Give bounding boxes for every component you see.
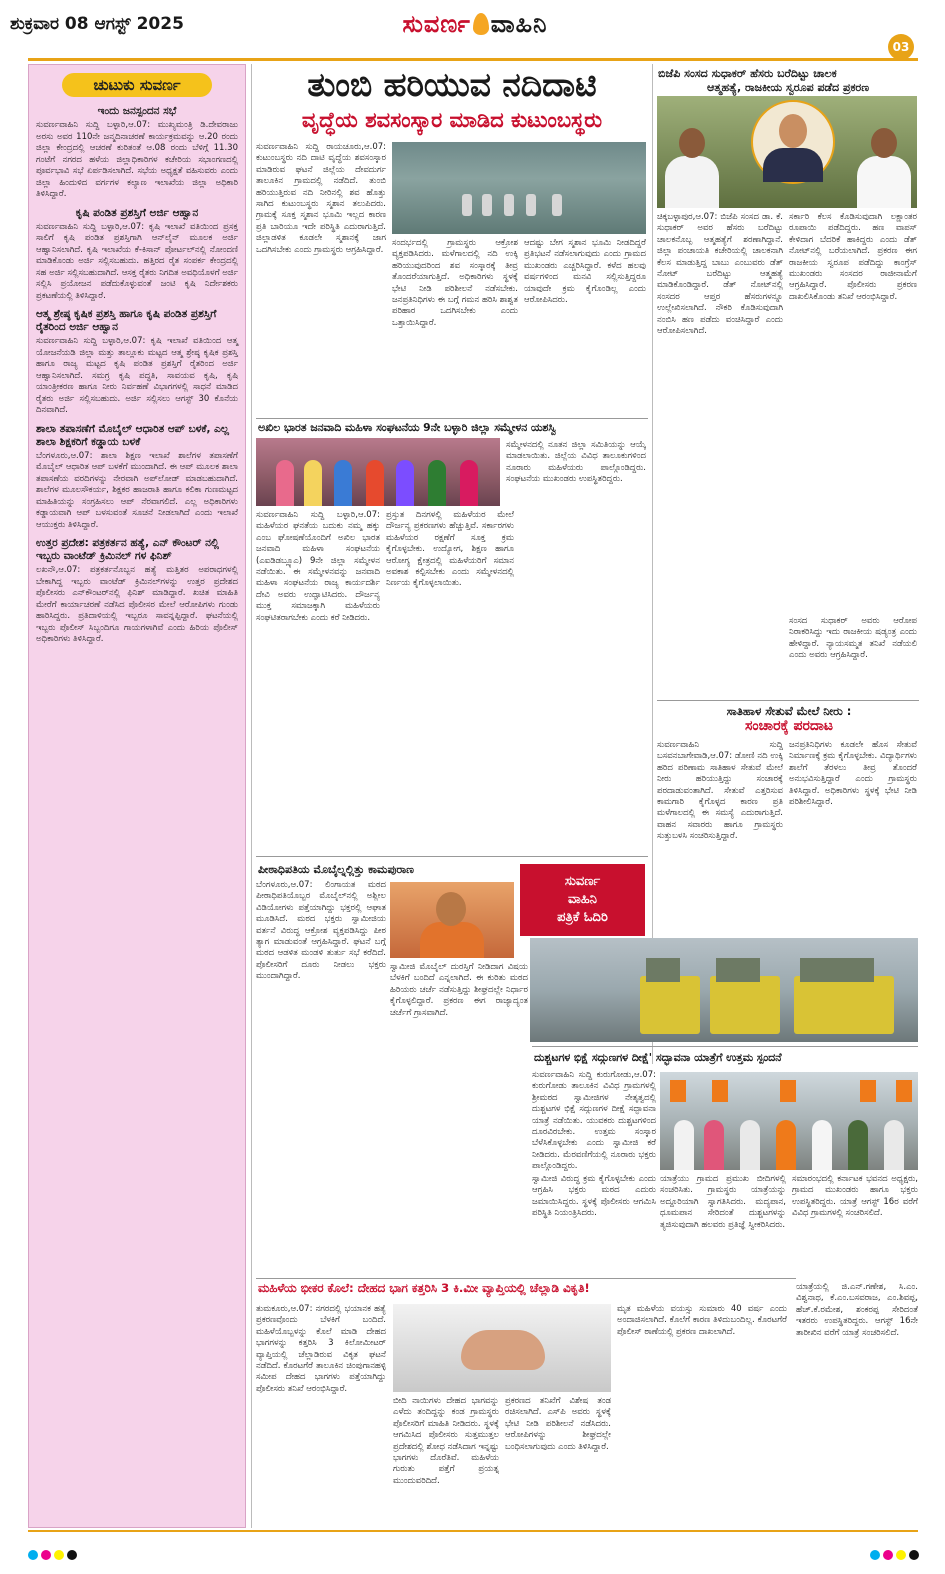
womens-story-col3: ಸಮ್ಮೇಳನದಲ್ಲಿ ನೂತನ ಜಿಲ್ಲಾ ಸಮಿತಿಯನ್ನು ಆಯ್ಕೆ ಮಾಡಲಾಯಿತು. ಜಿಲ್ಲೆಯ ವಿವಿಧ ತಾಲೂಕುಗಳಿಂದ ನೂರಾರು ಮಹಿಳೆಯರು ಪಾಲ್ಗೊಂಡಿದ್ದರು. ಸಂಘಟನೆಯ ಮುಖಂಡರು ಉಪಸ್ಥಿತರಿದ್ದರು.	[506, 440, 646, 485]
lead-story-col3: ಆದಷ್ಟು ಬೇಗ ಸ್ಮಶಾನ ಭೂಮಿ ನೀಡದಿದ್ದರೆ ಪ್ರತಿಭಟನೆ ನಡೆಸಲಾಗುವುದು ಎಂದು ಗ್ರಾಮದ ಮುಖಂಡರು ಎಚ್ಚರಿಸಿದ್ದಾರೆ. ಕಳೆದ ಹಲವು ವರ್ಷಗಳಿಂದ ಮನವಿ ಸಲ್ಲಿಸುತ್ತಿದ್ದರೂ ಯಾವುದೇ ಕ್ರಮ ಕೈಗೊಂಡಿಲ್ಲ ಎಂದು ಆರೋಪಿಸಿದರು.	[524, 238, 646, 306]
brief-title: ಶಾಲಾ ತಪಾಸಣೆಗೆ ಮೊಬೈಲ್ ಆಧಾರಿತ ಆಪ್ ಬಳಕೆ, ಎಲ್ಲ ಶಾಲಾ ಶಿಕ್ಷಕರಿಗೆ ಕಡ್ಡಾಯ ಬಳಕೆ	[36, 422, 229, 448]
brief-item	[36, 105, 238, 201]
promo-line: ಸುವರ್ಣ	[564, 874, 601, 889]
politician-story-col1: ಚಿಕ್ಕಬಳ್ಳಾಪುರ,ಆ.07: ಬಿಜೆಪಿ ಸಂಸದ ಡಾ. ಕೆ. ಸುಧಾಕರ್ ಅವರ ಹೆಸರು ಬರೆದಿಟ್ಟು ಚಾಲಕನೊಬ್ಬ ಆತ್ಮಹತ್ಯೆಗೆ ಶರಣಾಗಿದ್ದಾನೆ. ಜಿಲ್ಲಾ ಪಂಚಾಯತಿ ಕಚೇರಿಯಲ್ಲಿ ಚಾಲಕನಾಗಿ ಕೆಲಸ ಮಾಡುತ್ತಿದ್ದ ಬಾಬು ಎಂಬುವರು ಡೆತ್ ನೋಟ್ ಬರೆದಿಟ್ಟು ಆತ್ಮಹತ್ಯೆ ಮಾಡಿಕೊಂಡಿದ್ದಾರೆ. ಡೆತ್ ನೋಟ್‌ನಲ್ಲಿ ಸಂಸದರ ಆಪ್ತರ ಹೆಸರುಗಳನ್ನೂ ಉಲ್ಲೇಖಿಸಲಾಗಿದೆ. ನೌಕರಿ ಕೊಡಿಸುವುದಾಗಿ ನಂಬಿಸಿ ಹಣ ಪಡೆದು ವಂಚಿಸಿದ್ದಾರೆ ಎಂದು ಆರೋಪಿಸಲಾಗಿದೆ.	[657, 212, 783, 337]
bottom-rule	[28, 1530, 918, 1532]
politician-headline-1: ಬಿಜೆಪಿ ಸಂಸದ ಸುಧಾಕರ್ ಹೆಸರು ಬರೆದಿಟ್ಟು ಚಾಲಕ	[658, 67, 837, 80]
rally-story-continuation: ಯಾತ್ರೆಯಲ್ಲಿ ಜಿ.ಎನ್.ಗಣೇಶ, ಸಿ.ಎಂ. ವಿಶ್ವನಾಥ, ಕೆ.ಎಂ.ಬಸವರಾಜ, ಎಂ.ಶಿವಪ್ಪ, ಹೆಚ್.ಕೆ.ರಮೇಶ, ಶಂಕರಪ್ಪ ಸೇರಿದಂತೆ ಇತರರು ಉಪಸ್ಥಿತರಿದ್ದರು. ಆಗಸ್ಟ್ 16ನೇ ತಾರೀಖಿನ ವರೆಗೆ ಯಾತ್ರೆ ಸಂಚರಿಸಲಿದೆ.	[796, 1282, 918, 1338]
rally-story-col2: ಯಾತ್ರೆಯು ಗ್ರಾಮದ ಪ್ರಮುಖ ಬೀದಿಗಳಲ್ಲಿ ಸಂಚರಿಸಿತು. ಗ್ರಾಮಸ್ಥರು ಯಾತ್ರೆಯನ್ನು ಅದ್ದೂರಿಯಾಗಿ ಸ್ವಾಗತಿಸಿದರು. ಮದ್ಯಪಾನ, ಧೂಮಪಾನ ಸೇರಿದಂತೆ ದುಶ್ಚಟಗಳನ್ನು ತ್ಯಜಿಸುವುದಾಗಿ ಹಲವರು ಪ್ರತಿಜ್ಞೆ ಸ್ವೀಕರಿಸಿದರು.	[660, 1174, 786, 1230]
victim-hand-photo	[393, 1304, 611, 1392]
womens-story-col2: ಪ್ರಸ್ತುತ ದಿನಗಳಲ್ಲಿ ಮಹಿಳೆಯರ ಮೇಲೆ ದೌರ್ಜನ್ಯ ಪ್ರಕರಣಗಳು ಹೆಚ್ಚುತ್ತಿವೆ. ಸರ್ಕಾರಗಳು ಮಹಿಳೆಯರ ರಕ್ಷಣೆಗೆ ಸೂಕ್ತ ಕ್ರಮ ಕೈಗೊಳ್ಳಬೇಕು. ಉದ್ಯೋಗ, ಶಿಕ್ಷಣ ಹಾಗೂ ಆರೋಗ್ಯ ಕ್ಷೇತ್ರದಲ್ಲಿ ಮಹಿಳೆಯರಿಗೆ ಸಮಾನ ಅವಕಾಶ ಕಲ್ಪಿಸಬೇಕು ಎಂದು ಸಮ್ಮೇಳನದಲ್ಲಿ ನಿರ್ಣಯ ಕೈಗೊಳ್ಳಲಾಯಿತು.	[386, 510, 514, 589]
logo-text-left: ಸುವರ್ಣ	[402, 10, 471, 38]
river-crossing-photo	[392, 142, 646, 234]
promo-line: ಪತ್ರಿಕೆ ಓದಿರಿ	[557, 910, 608, 925]
seer-story-col2: ಸ್ವಾಮೀಜಿ ಮೊಬೈಲ್ ದುರಸ್ತಿಗೆ ನೀಡಿದಾಗ ವಿಷಯ ಬೆಳಕಿಗೆ ಬಂದಿದೆ ಎನ್ನಲಾಗಿದೆ. ಈ ಕುರಿತು ಮಠದ ಹಿರಿಯರು ಚರ್ಚೆ ನಡೆಸುತ್ತಿದ್ದು ಶೀಘ್ರದಲ್ಲೇ ನಿರ್ಧಾರ ಕೈಗೊಳ್ಳಲಿದ್ದಾರೆ. ಪ್ರಕರಣ ಈಗ ರಾಜ್ಯಾದ್ಯಂತ ಚರ್ಚೆಗೆ ಗ್ರಾಸವಾಗಿದೆ.	[390, 962, 528, 1018]
womens-conference-photo	[256, 438, 500, 506]
brief-title: ಇಂದು ಜನಸ್ಪಂದನ ಸಭೆ	[97, 105, 177, 117]
flame-icon	[473, 13, 489, 35]
brief-item	[36, 537, 238, 646]
page-number: 03	[888, 34, 914, 60]
lead-story-col1: ಸುವರ್ಣವಾಹಿನಿ ಸುದ್ದಿ ರಾಯಚೂರು,ಆ.07: ಕುಟುಂಬಸ್ಥರು ನದಿ ದಾಟಿ ವೃದ್ಧೆಯ ಶವಸಂಸ್ಕಾರ ಮಾಡಿರುವ ಘಟನೆ ಜಿಲ್ಲೆಯ ದೇವದುರ್ಗ ತಾಲೂಕಿನ ಗ್ರಾಮದಲ್ಲಿ ನಡೆದಿದೆ. ತುಂಬಿ ಹರಿಯುತ್ತಿರುವ ನದಿ ನೀರಿನಲ್ಲಿ ಶವ ಹೊತ್ತು ಸಾಗಿದ ಕುಟುಂಬಸ್ಥರು ಸ್ಮಶಾನ ತಲುಪಿದರು. ಗ್ರಾಮಕ್ಕೆ ಸೂಕ್ತ ಸ್ಮಶಾನ ಭೂಮಿ ಇಲ್ಲದ ಕಾರಣ ಪ್ರತಿ ಬಾರಿಯೂ ಇದೇ ಪರಿಸ್ಥಿತಿ ಎದುರಾಗುತ್ತಿದೆ. ಜಿಲ್ಲಾಡಳಿತ ಕೂಡಲೇ ಸ್ಮಶಾನಕ್ಕೆ ಜಾಗ ಒದಗಿಸಬೇಕು ಎಂದು ಗ್ರಾಮಸ್ಥರು ಆಗ್ರಹಿಸಿದ್ದಾರೆ.	[256, 142, 386, 255]
womens-conference-headline: ಅಖಿಲ ಭಾರತ ಜನವಾದಿ ಮಹಿಳಾ ಸಂಘಟನೆಯ 9ನೇ ಬಳ್ಳಾರಿ ಜಿಲ್ಲಾ ಸಮ್ಮೇಳನ ಯಶಸ್ವಿ	[258, 421, 556, 434]
politician-photo	[657, 96, 917, 208]
rally-story-col3: ಸಮಾರಂಭದಲ್ಲಿ ಕರ್ನಾಟಕ ಭವನದ ಅಧ್ಯಕ್ಷರು, ಗ್ರಾಮದ ಮುಖಂಡರು ಹಾಗೂ ಭಕ್ತರು ಉಪಸ್ಥಿತರಿದ್ದರು. ಯಾತ್ರೆ ಆಗಸ್ಟ್ 16ರ ವರೆಗೆ ವಿವಿಧ ಗ್ರಾಮಗಳಲ್ಲಿ ಸಂಚರಿಸಲಿದೆ.	[792, 1174, 918, 1219]
rally-story-col1: ಸುವರ್ಣವಾಹಿನಿ ಸುದ್ದಿ ಕುರುಗೋಡು,ಆ.07: ಕುರುಗೋಡು ತಾಲೂಕಿನ ವಿವಿಧ ಗ್ರಾಮಗಳಲ್ಲಿ ಶ್ರೀಮಠದ ಸ್ವಾಮೀಜಿಗಳ ನೇತೃತ್ವದಲ್ಲಿ ದುಶ್ಚಟಗಳ ಭಿಕ್ಷೆ ಸದ್ಗುಣಗಳ ದೀಕ್ಷೆ ಸದ್ಭಾವನಾ ಯಾತ್ರೆ ನಡೆಯಿತು. ಯುವಕರು ದುಶ್ಚಟಗಳಿಂದ ದೂರವಿರಬೇಕು. ಉತ್ತಮ ಸಂಸ್ಕಾರ ಬೆಳೆಸಿಕೊಳ್ಳಬೇಕು ಎಂದು ಸ್ವಾಮೀಜಿ ಕರೆ ನೀಡಿದರು. ಮೆರವಣಿಗೆಯಲ್ಲಿ ನೂರಾರು ಭಕ್ತರು ಪಾಲ್ಗೊಂಡಿದ್ದರು.	[532, 1070, 656, 1172]
brief-title: ಕೃಷಿ ಪಂಡಿತ ಪ್ರಶಸ್ತಿಗೆ ಅರ್ಜಿ ಆಹ್ವಾನ	[75, 206, 199, 219]
logo-text-right: ವಾಹಿನಿ	[490, 10, 548, 38]
water-headline: ಸಂಚಾರಕ್ಕೆ ಪರದಾಟ	[744, 718, 834, 734]
brief-item	[36, 308, 238, 417]
section-rule	[256, 856, 648, 857]
brief-body: ಲಖನೌ,ಆ.07: ಪತ್ರಕರ್ತನೊಬ್ಬನ ಹತ್ಯೆ ಮತ್ತಿತರ ಅಪರಾಧಗಳಲ್ಲಿ ಬೇಕಾಗಿದ್ದ ಇಬ್ಬರು ವಾಂಟೆಡ್ ಕ್ರಿಮಿನಲ್‌ಗಳನ್ನು ಉತ್ತರ ಪ್ರದೇಶದ ಪೊಲೀಸರು ಎನ್‌ಕೌಂಟರ್‌ನಲ್ಲಿ ಫಿನಿಶ್ ಮಾಡಿದ್ದಾರೆ. ಖಚಿತ ಮಾಹಿತಿ ಮೇರೆಗೆ ಕಾರ್ಯಾಚರಣೆ ನಡೆಸಿದ ಪೊಲೀಸರ ಮೇಲೆ ಆರೋಪಿಗಳು ಗುಂಡು ಹಾರಿಸಿದ್ದರು. ಪ್ರತಿದಾಳಿಯಲ್ಲಿ ಇಬ್ಬರೂ ಸಾವನ್ನಪ್ಪಿದ್ದಾರೆ. ಘಟನೆಯಲ್ಲಿ ಇಬ್ಬರು ಪೊಲೀಸ್ ಸಿಬ್ಬಂದಿಗೂ ಗಾಯಗಳಾಗಿವೆ ಎಂದು ಹಿರಿಯ ಪೊಲೀಸ್ ಅಧಿಕಾರಿಗಳು ತಿಳಿಸಿದ್ದಾರೆ.	[36, 565, 238, 644]
brief-title: ಆತ್ಮ ಶ್ರೇಷ್ಠ ಕೃಷಿಕ ಪ್ರಶಸ್ತಿ ಹಾಗೂ ಕೃಷಿ ಪಂಡಿತ ಪ್ರಶಸ್ತಿಗೆ ರೈತರಿಂದ ಅರ್ಜಿ ಆಹ್ವಾನ	[36, 308, 217, 333]
read-newspaper-promo	[520, 864, 645, 936]
brief-body: ಬೆಂಗಳೂರು,ಆ.07: ಶಾಲಾ ಶಿಕ್ಷಣ ಇಲಾಖೆ ಶಾಲೆಗಳ ತಪಾಸಣೆಗೆ ಮೊಬೈಲ್ ಆಧಾರಿತ ಆಪ್ ಬಳಕೆಗೆ ಮುಂದಾಗಿದೆ. ಈ ಆಪ್ ಮೂಲಕ ಶಾಲಾ ತಪಾಸಣೆಯ ವರದಿಗಳನ್ನು ನೇರವಾಗಿ ಅಪ್‌ಲೋಡ್ ಮಾಡಬಹುದಾಗಿದೆ. ಶಾಲೆಗಳ ಮೂಲಸೌಕರ್ಯ, ಶಿಕ್ಷಕರ ಹಾಜರಾತಿ ಹಾಗೂ ಕಲಿಕಾ ಗುಣಮಟ್ಟದ ಮಾಹಿತಿಯನ್ನು ಸಂಗ್ರಹಿಸಲು ಆಪ್ ನೆರವಾಗಲಿದೆ. ಎಲ್ಲ ಅಧಿಕಾರಿಗಳು ಕಡ್ಡಾಯವಾಗಿ ಆಪ್ ಬಳಸುವಂತೆ ಸೂಚನೆ ನೀಡಲಾಗಿದೆ ಎಂದು ಇಲಾಖೆ ಆಯುಕ್ತರು ತಿಳಿಸಿದ್ದಾರೆ.	[36, 450, 238, 530]
registration-marks-right	[870, 1550, 919, 1562]
section-rule	[532, 1046, 918, 1047]
brief-item	[36, 207, 238, 303]
politician-headline-2: ಆತ್ಮಹತ್ಯೆ, ರಾಜಕೀಯ ಸ್ವರೂಪ ಪಡೆದ ಪ್ರಕರಣ	[706, 81, 870, 94]
seer-story-col1: ಬೆಂಗಳೂರು,ಆ.07: ಲಿಂಗಾಯತ ಮಠದ ಪೀಠಾಧಿಪತಿಯೊಬ್ಬರ ಮೊಬೈಲ್‌ನಲ್ಲಿ ಅಶ್ಲೀಲ ವಿಡಿಯೋಗಳು ಪತ್ತೆಯಾಗಿದ್ದು ಭಕ್ತರಲ್ಲಿ ಆಘಾತ ಮೂಡಿಸಿದೆ. ಮಠದ ಭಕ್ತರು ಸ್ವಾಮೀಜಿಯ ವರ್ತನೆ ವಿರುದ್ಧ ಆಕ್ರೋಶ ವ್ಯಕ್ತಪಡಿಸಿದ್ದು ಪೀಠ ತ್ಯಾಗ ಮಾಡುವಂತೆ ಆಗ್ರಹಿಸಿದ್ದಾರೆ. ಘಟನೆ ಬಗ್ಗೆ ಮಠದ ಆಡಳಿತ ಮಂಡಳಿ ತುರ್ತು ಸಭೆ ಕರೆದಿದೆ. ಪೊಲೀಸರಿಗೆ ದೂರು ನೀಡಲು ಭಕ್ತರು ಮುಂದಾಗಿದ್ದಾರೆ.	[256, 880, 386, 982]
womens-story-col1: ಸುವರ್ಣವಾಹಿನಿ ಸುದ್ದಿ ಬಳ್ಳಾರಿ,ಆ.07: ಮಹಿಳೆಯರ ಘನತೆಯ ಬದುಕು ನಮ್ಮ ಹಕ್ಕು ಎಂಬ ಘೋಷಣೆಯೊಂದಿಗೆ ಅಖಿಲ ಭಾರತ ಜನವಾದಿ ಮಹಿಳಾ ಸಂಘಟನೆಯ (ಎಐಡಿಡಬ್ಲ್ಯೂಎ) 9ನೇ ಜಿಲ್ಲಾ ಸಮ್ಮೇಳನ ನಡೆಯಿತು. ಈ ಸಮ್ಮೇಳನವನ್ನು ಜನವಾದಿ ಮಹಿಳಾ ಸಂಘಟನೆಯ ರಾಜ್ಯ ಕಾರ್ಯದರ್ಶಿ ದೇವಿ ಅವರು ಉದ್ಘಾಟಿಸಿದರು. ದೌರ್ಜನ್ಯ ಮುಕ್ತ ಸಮಾಜಕ್ಕಾಗಿ ಮಹಿಳೆಯರು ಸಂಘಟಿತರಾಗಬೇಕು ಎಂದು ಕರೆ ನೀಡಿದರು.	[256, 510, 380, 623]
sadbhavana-rally-photo	[660, 1072, 918, 1170]
brief-title: ಉತ್ತರ ಪ್ರದೇಶ: ಪತ್ರಕರ್ತನ ಹತ್ಯೆ, ಎನ್ ಕೌಂಟರ್ ನಲ್ಲಿ ಇಬ್ಬರು ವಾಂಟೆಡ್ ಕ್ರಿಮಿನಲ್ ಗಳ ಫಿನಿಶ್	[36, 537, 219, 562]
murder-story-col3: ಪ್ರಕರಣದ ತನಿಖೆಗೆ ವಿಶೇಷ ತಂಡ ರಚಿಸಲಾಗಿದೆ. ಎಸ್‌ಪಿ ಅವರು ಸ್ಥಳಕ್ಕೆ ಭೇಟಿ ನೀಡಿ ಪರಿಶೀಲನೆ ನಡೆಸಿದರು. ಆರೋಪಿಗಳನ್ನು ಶೀಘ್ರದಲ್ಲೇ ಬಂಧಿಸಲಾಗುವುದು ಎಂದು ತಿಳಿಸಿದ್ದಾರೆ.	[505, 1396, 611, 1452]
water-kicker: ಸಾತಿಹಾಳ ಸೇತುವೆ ಮೇಲೆ ನೀರು :	[726, 704, 852, 718]
politician-story-col3: ಸಂಸದ ಸುಧಾಕರ್ ಅವರು ಆರೋಪ ನಿರಾಕರಿಸಿದ್ದು ಇದು ರಾಜಕೀಯ ಷಡ್ಯಂತ್ರ ಎಂದು ಹೇಳಿದ್ದಾರೆ. ನ್ಯಾಯಸಮ್ಮತ ತನಿಖೆ ನಡೆಯಲಿ ಎಂದು ಅವರು ಆಗ್ರಹಿಸಿದ್ದಾರೆ.	[789, 616, 917, 661]
lead-subhead: ವೃದ್ಧೆಯ ಶವಸಂಸ್ಕಾರ ಮಾಡಿದ ಕುಟುಂಬಸ್ಥರು	[301, 108, 603, 132]
column-divider	[652, 64, 653, 1064]
water-story-col2: ಜನಪ್ರತಿನಿಧಿಗಳು ಕೂಡಲೇ ಹೊಸ ಸೇತುವೆ ನಿರ್ಮಾಣಕ್ಕೆ ಕ್ರಮ ಕೈಗೊಳ್ಳಬೇಕು. ವಿದ್ಯಾರ್ಥಿಗಳು ಶಾಲೆಗೆ ತೆರಳಲು ತೀವ್ರ ತೊಂದರೆ ಅನುಭವಿಸುತ್ತಿದ್ದಾರೆ ಎಂದು ಗ್ರಾಮಸ್ಥರು ತಿಳಿಸಿದ್ದಾರೆ. ಅಧಿಕಾರಿಗಳು ಸ್ಥಳಕ್ಕೆ ಭೇಟಿ ನೀಡಿ ಪರಿಶೀಲಿಸಿದ್ದಾರೆ.	[789, 740, 917, 808]
rally-headline: ದುಶ್ಚಟಗಳ ಭಿಕ್ಷೆ ಸದ್ಗುಣಗಳ ದೀಕ್ಷೆ' ಸದ್ಭಾವನಾ ಯಾತ್ರೆಗೆ ಉತ್ತಮ ಸ್ಪಂದನೆ	[534, 1051, 782, 1064]
newspaper-logo	[370, 4, 580, 44]
brief-item	[36, 423, 238, 532]
murder-story-col1: ತುಮಕೂರು,ಆ.07: ನಗರದಲ್ಲಿ ಭಯಾನಕ ಹತ್ಯೆ ಪ್ರಕರಣವೊಂದು ಬೆಳಕಿಗೆ ಬಂದಿದೆ. ಮಹಿಳೆಯೊಬ್ಬಳನ್ನು ಕೊಲೆ ಮಾಡಿ ದೇಹದ ಭಾಗಗಳನ್ನು ಕತ್ತರಿಸಿ 3 ಕಿಲೋಮೀಟರ್ ವ್ಯಾಪ್ತಿಯಲ್ಲಿ ಚೆಲ್ಲಾಡಿರುವ ವಿಕೃತ ಘಟನೆ ನಡೆದಿದೆ. ಕೊರಟಗೆರೆ ತಾಲೂಕಿನ ಚಿಂಪುಗಾನಹಳ್ಳಿ ಸಮೀಪ ದೇಹದ ಭಾಗಗಳು ಪತ್ತೆಯಾಗಿದ್ದು ಪೊಲೀಸರು ತನಿಖೆ ಆರಂಭಿಸಿದ್ದಾರೆ.	[256, 1304, 386, 1394]
brief-body: ಸುವರ್ಣವಾಹಿನಿ ಸುದ್ದಿ ಬಳ್ಳಾರಿ,ಆ.07: ಕೃಷಿ ಇಲಾಖೆ ವತಿಯಿಂದ ಆತ್ಮ ಯೋಜನೆಯಡಿ ಜಿಲ್ಲಾ ಮತ್ತು ತಾಲ್ಲೂಕು ಮಟ್ಟದ ಆತ್ಮ ಶ್ರೇಷ್ಠ ಕೃಷಿಕ ಪ್ರಶಸ್ತಿ ಹಾಗೂ ರಾಜ್ಯ ಮಟ್ಟದ ಕೃಷಿ ಪಂಡಿತ ಪ್ರಶಸ್ತಿಗೆ ರೈತರಿಂದ ಅರ್ಜಿ ಆಹ್ವಾನಿಸಲಾಗಿದೆ. ಸಮಗ್ರ ಕೃಷಿ ಪದ್ಧತಿ, ಸಾವಯವ ಕೃಷಿ, ಕೃಷಿ ಯಾಂತ್ರೀಕರಣ ಹಾಗೂ ನೀರು ನಿರ್ವಹಣೆ ವಿಭಾಗಗಳಲ್ಲಿ ಸಾಧನೆ ಮಾಡಿದ ರೈತರು ಅರ್ಜಿ ಸಲ್ಲಿಸಬಹುದು. ಅರ್ಜಿ ಸಲ್ಲಿಸಲು ಆಗಸ್ಟ್ 30 ಕೊನೆಯ ದಿನವಾಗಿದೆ.	[36, 336, 238, 415]
brief-body: ಸುವರ್ಣವಾಹಿನಿ ಸುದ್ದಿ ಬಳ್ಳಾರಿ,ಆ.07: ಮುಖ್ಯಮಂತ್ರಿ ಡಿ.ದೇವರಾಜು ಅರಸು ಅವರ 110ನೇ ಜನ್ಮದಿನಾಚರಣೆ ಕಾರ್ಯಕ್ರಮವನ್ನು ಆ.20 ರಂದು ಜಿಲ್ಲಾ ಕೇಂದ್ರದಲ್ಲಿ ಆಚರಣೆ ಕುರಿತಂತೆ ಆ.08 ರಂದು ಬೆಳಿಗ್ಗೆ 11.30 ಗಂಟೆಗೆ ನಗರದ ಹಳೆಯ ಜಿಲ್ಲಾಧಿಕಾರಿಗಳ ಕಚೇರಿಯ ಸಭಾಂಗಣದಲ್ಲಿ ಪೂರ್ವಭಾವಿ ಸಭೆ ಏರ್ಪಡಿಸಲಾಗಿದೆ. ಸಭೆಯ ಅಧ್ಯಕ್ಷತೆ ವಹಿಸುವರು ಎಂದು ಜಿಲ್ಲಾ ಹಿಂದುಳಿದ ವರ್ಗಗಳ ಕಲ್ಯಾಣ ಇಲಾಖೆಯ ಜಿಲ್ಲಾ ಅಧಿಕಾರಿ ತಿಳಿಸಿದ್ದಾರೆ.	[36, 120, 238, 199]
water-story-col1: ಸುವರ್ಣವಾಹಿನಿ ಸುದ್ದಿ ಬಸವನಬಾಗೇವಾಡಿ,ಆ.07: ಡೋಣಿ ನದಿ ಉಕ್ಕಿ ಹರಿದ ಪರಿಣಾಮ ಸಾತಿಹಾಳ ಸೇತುವೆ ಮೇಲೆ ನೀರು ಹರಿಯುತ್ತಿದ್ದು ಸಂಚಾರಕ್ಕೆ ಪರದಾಡುವಂತಾಗಿದೆ. ಸೇತುವೆ ಎತ್ತರಿಸುವ ಕಾಮಗಾರಿ ಕೈಗೊಳ್ಳದ ಕಾರಣ ಪ್ರತಿ ಮಳೆಗಾಲದಲ್ಲಿ ಈ ಸಮಸ್ಯೆ ಎದುರಾಗುತ್ತಿದೆ. ವಾಹನ ಸವಾರರು ಹಾಗೂ ಗ್ರಾಮಸ್ಥರು ಸುತ್ತುಬಳಸಿ ಸಂಚರಿಸುತ್ತಿದ್ದಾರೆ.	[657, 740, 783, 842]
section-rule	[256, 418, 648, 419]
section-rule	[256, 1278, 796, 1279]
briefs-badge: ಚುಟುಕು ಸುವರ್ಣ	[62, 73, 212, 97]
trucks-on-flooded-road-photo	[530, 938, 918, 1042]
section-rule	[657, 700, 919, 701]
seer-photo	[390, 882, 514, 958]
seer-story-col3: ಸ್ವಾಮೀಜಿ ವಿರುದ್ಧ ಕ್ರಮ ಕೈಗೊಳ್ಳಬೇಕು ಎಂದು ಆಗ್ರಹಿಸಿ ಭಕ್ತರು ಮಠದ ಎದುರು ಜಮಾಯಿಸಿದ್ದರು. ಸ್ಥಳಕ್ಕೆ ಪೊಲೀಸರು ಆಗಮಿಸಿ ಪರಿಸ್ಥಿತಿ ನಿಯಂತ್ರಿಸಿದರು.	[532, 1174, 656, 1219]
politician-story-col2: ಸರ್ಕಾರಿ ಕೆಲಸ ಕೊಡಿಸುವುದಾಗಿ ಲಕ್ಷಾಂತರ ರೂಪಾಯಿ ಪಡೆದಿದ್ದರು. ಹಣ ವಾಪಸ್ ಕೇಳಿದಾಗ ಬೆದರಿಕೆ ಹಾಕಿದ್ದರು ಎಂದು ಡೆತ್ ನೋಟ್‌ನಲ್ಲಿ ಬರೆಯಲಾಗಿದೆ. ಪ್ರಕರಣ ಈಗ ರಾಜಕೀಯ ಸ್ವರೂಪ ಪಡೆದಿದ್ದು ಕಾಂಗ್ರೆಸ್ ಮುಖಂಡರು ಸಂಸದರ ರಾಜೀನಾಮೆಗೆ ಆಗ್ರಹಿಸಿದ್ದಾರೆ. ಪೊಲೀಸರು ಪ್ರಕರಣ ದಾಖಲಿಸಿಕೊಂಡು ತನಿಖೆ ಆರಂಭಿಸಿದ್ದಾರೆ.	[789, 212, 917, 302]
lead-story-col2: ಸಂದರ್ಭದಲ್ಲಿ ಗ್ರಾಮಸ್ಥರು ಆಕ್ರೋಶ ವ್ಯಕ್ತಪಡಿಸಿದರು. ಮಳೆಗಾಲದಲ್ಲಿ ನದಿ ಉಕ್ಕಿ ಹರಿಯುವುದರಿಂದ ಶವ ಸಂಸ್ಕಾರಕ್ಕೆ ತೀವ್ರ ತೊಂದರೆಯಾಗುತ್ತಿದೆ. ಅಧಿಕಾರಿಗಳು ಸ್ಥಳಕ್ಕೆ ಭೇಟಿ ನೀಡಿ ಪರಿಶೀಲನೆ ನಡೆಸಬೇಕು. ಜನಪ್ರತಿನಿಧಿಗಳು ಈ ಬಗ್ಗೆ ಗಮನ ಹರಿಸಿ ಶಾಶ್ವತ ಪರಿಹಾರ ಒದಗಿಸಬೇಕು ಎಂದು ಒತ್ತಾಯಿಸಿದ್ದಾರೆ.	[392, 238, 518, 328]
murder-headline: ಮಹಿಳೆಯ ಭೀಕರ ಕೊಲೆ: ದೇಹದ ಭಾಗ ಕತ್ತರಿಸಿ 3 ಕಿ.ಮೀ ವ್ಯಾಪ್ತಿಯಲ್ಲಿ ಚೆಲ್ಲಾಡಿ ವಿಕೃತಿ!	[258, 1281, 590, 1295]
brief-body: ಸುವರ್ಣವಾಹಿನಿ ಸುದ್ದಿ ಬಳ್ಳಾರಿ,ಆ.07: ಕೃಷಿ ಇಲಾಖೆ ವತಿಯಿಂದ ಪ್ರಸಕ್ತ ಸಾಲಿಗೆ ಕೃಷಿ ಪಂಡಿತ ಪ್ರಶಸ್ತಿಗಾಗಿ ಆನ್‌ಲೈನ್ ಮೂಲಕ ಅರ್ಜಿ ಆಹ್ವಾನಿಸಲಾಗಿದೆ. ಕೃಷಿ ಇಲಾಖೆಯ ಕೆ-ಕಿಸಾನ್ ಪೋರ್ಟಲ್‌ನಲ್ಲಿ ನೋಂದಣಿ ಮಾಡಿಕೊಂಡು ಅರ್ಜಿ ಸಲ್ಲಿಸಬಹುದು. ಹತ್ತಿರದ ರೈತ ಸಂಪರ್ಕ ಕೇಂದ್ರದಲ್ಲಿ ಸಹ ಅರ್ಜಿ ಸಲ್ಲಿಸಬಹುದಾಗಿದೆ. ಆಸಕ್ತ ರೈತರು ನಿಗದಿತ ಅವಧಿಯೊಳಗೆ ಅರ್ಜಿ ಸಲ್ಲಿಸಿ ಪ್ರಯೋಜನ ಪಡೆದುಕೊಳ್ಳುವಂತೆ ಜಂಟಿ ಕೃಷಿ ನಿರ್ದೇಶಕರು ಪ್ರಕಟಣೆಯಲ್ಲಿ ತಿಳಿಸಿದ್ದಾರೆ.	[36, 221, 238, 301]
lead-headline: ತುಂಬಿ ಹರಿಯುವ ನದಿದಾಟಿ	[307, 65, 597, 104]
murder-story-col4: ಮೃತ ಮಹಿಳೆಯ ವಯಸ್ಸು ಸುಮಾರು 40 ವರ್ಷ ಎಂದು ಅಂದಾಜಿಸಲಾಗಿದೆ. ಕೊಲೆಗೆ ಕಾರಣ ತಿಳಿದುಬಂದಿಲ್ಲ. ಕೊರಟಗೆರೆ ಪೊಲೀಸ್ ಠಾಣೆಯಲ್ಲಿ ಪ್ರಕರಣ ದಾಖಲಾಗಿದೆ.	[617, 1304, 787, 1337]
top-rule	[28, 58, 918, 61]
edition-date: ಶುಕ್ರವಾರ 08 ಆಗಸ್ಟ್ 2025	[10, 14, 184, 34]
promo-line: ವಾಹಿನಿ	[567, 892, 598, 907]
briefs-column	[28, 64, 246, 1528]
seer-headline: ಪೀಠಾಧಿಪತಿಯ ಮೊಬೈಲ್ನಲ್ಲಿತ್ತು ಕಾಮಪುರಾಣ	[258, 863, 414, 876]
registration-marks-left	[28, 1550, 77, 1562]
murder-story-col2: ಬೀದಿ ನಾಯಿಗಳು ದೇಹದ ಭಾಗವನ್ನು ಎಳೆದು ತಂದಿದ್ದನ್ನು ಕಂಡ ಗ್ರಾಮಸ್ಥರು ಪೊಲೀಸರಿಗೆ ಮಾಹಿತಿ ನೀಡಿದರು. ಸ್ಥಳಕ್ಕೆ ಆಗಮಿಸಿದ ಪೊಲೀಸರು ಸುತ್ತಮುತ್ತಲ ಪ್ರದೇಶದಲ್ಲಿ ಶೋಧ ನಡೆಸಿದಾಗ ಇನ್ನಷ್ಟು ಭಾಗಗಳು ದೊರೆತಿವೆ. ಮಹಿಳೆಯ ಗುರುತು ಪತ್ತೆಗೆ ಪ್ರಯತ್ನ ಮುಂದುವರಿದಿದೆ.	[393, 1396, 499, 1486]
column-divider	[251, 64, 252, 1528]
